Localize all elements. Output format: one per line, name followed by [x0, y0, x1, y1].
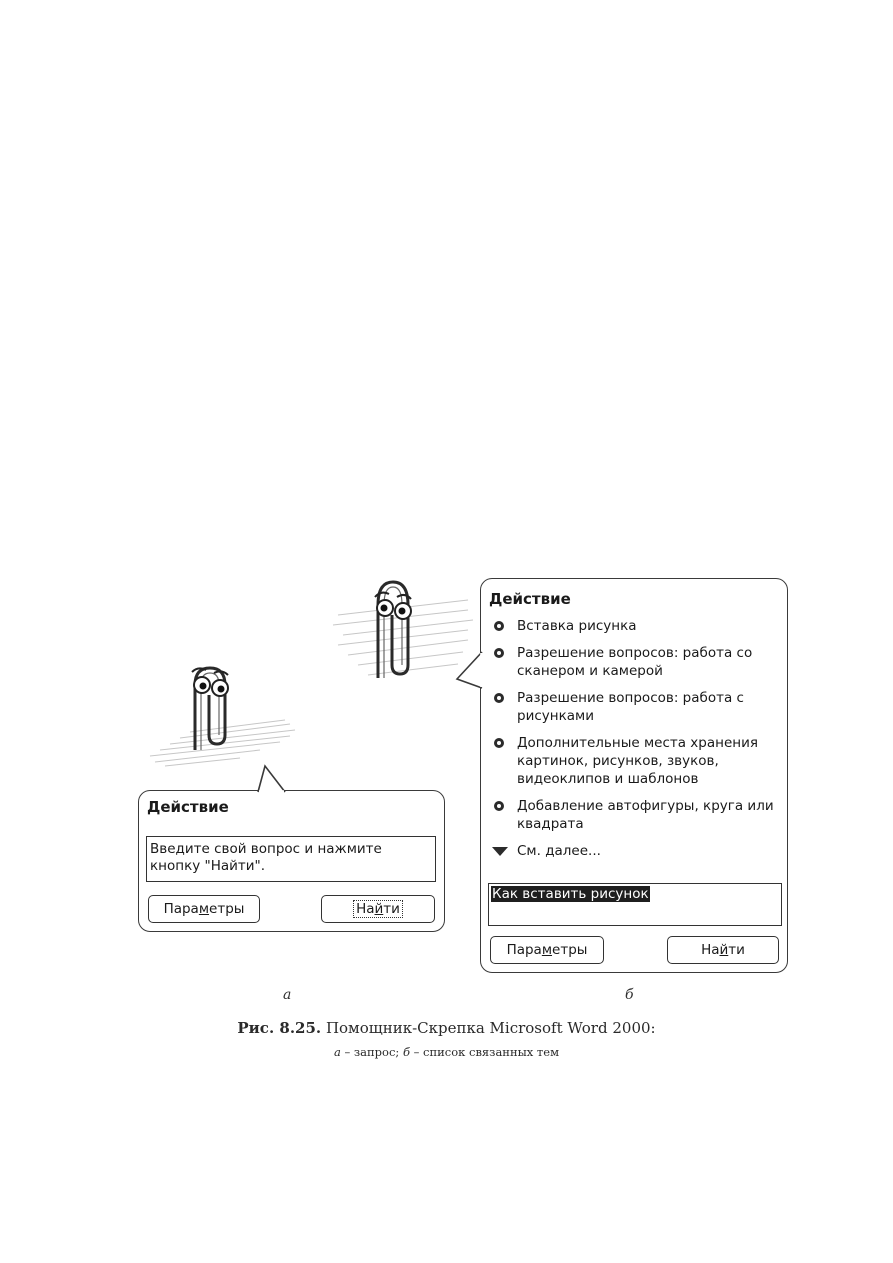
figure-number: Рис. 8.25. [237, 1019, 322, 1037]
figure-caption [0, 1019, 893, 1037]
topic-label: Добавление автофигуры, круга или квадрата [517, 798, 774, 832]
topic-label: Разрешение вопросов: работа со сканером и камерой [517, 645, 753, 679]
subcaption-b-text: – список связанных тем [409, 1045, 560, 1059]
search-button[interactable] [321, 895, 435, 923]
topic-link[interactable] [491, 797, 781, 833]
panel-a-label: а [283, 987, 292, 1003]
balloon-title: Действие [147, 798, 229, 816]
clippy-icon-b[interactable] [318, 570, 478, 700]
focus-ring [353, 900, 403, 918]
bullet-icon [494, 621, 504, 631]
topic-label: Разрешение вопросов: работа с рисунками [517, 690, 744, 724]
topic-link[interactable] [491, 689, 781, 725]
topic-link[interactable] [491, 644, 781, 680]
balloon-a-tail [255, 765, 291, 792]
search-label-mnemonic: й [719, 942, 729, 958]
options-button[interactable] [148, 895, 260, 923]
assistant-balloon-query [138, 790, 445, 932]
topic-label: Вставка рисунка [517, 618, 637, 634]
subcaption-a-label: а [333, 1045, 341, 1059]
bullet-icon [494, 738, 504, 748]
triangle-down-icon [492, 847, 508, 856]
options-label-after: етры [552, 942, 588, 958]
figure-subcaption [0, 1045, 893, 1059]
question-input[interactable] [488, 883, 782, 926]
search-label-before: На [701, 942, 720, 958]
search-button[interactable] [667, 936, 779, 964]
balloon-title: Действие [489, 590, 571, 608]
topic-link[interactable] [491, 734, 781, 788]
options-label-after: етры [209, 901, 245, 917]
assistant-balloon-topics [480, 578, 788, 973]
options-label-before: Пара [506, 942, 542, 958]
options-label-mnemonic: м [541, 942, 553, 958]
see-more-label: См. далее... [517, 843, 601, 859]
options-button[interactable] [490, 936, 604, 964]
panel-b-label: б [625, 987, 634, 1003]
subcaption-b-label: б [402, 1045, 410, 1059]
bullet-icon [494, 693, 504, 703]
search-label-before: На [356, 901, 375, 917]
topic-label: Дополнительные места хранения картинок, рисунков, звуков, видеоклипов и шаблонов [517, 735, 758, 787]
search-label-mnemonic: й [374, 901, 384, 917]
question-input[interactable]: Введите свой вопрос и нажмите кнопку "Найти". [146, 836, 436, 882]
search-label-after: ти [728, 942, 745, 958]
subcaption-a-text: – запрос; [340, 1045, 403, 1059]
search-label-after: ти [383, 901, 400, 917]
figure-title: Помощник-Скрепка Microsoft Word 2000: [325, 1019, 656, 1037]
bullet-icon [494, 801, 504, 811]
bullet-icon [494, 648, 504, 658]
options-label-mnemonic: м [198, 901, 210, 917]
clippy-icon-a[interactable] [140, 640, 300, 770]
balloon-b-tail [456, 650, 482, 690]
options-label-before: Пара [163, 901, 199, 917]
topic-link[interactable] [491, 617, 781, 635]
selected-question-text: Как вставить рисунок [492, 886, 649, 902]
topic-list [491, 617, 781, 860]
see-more-link[interactable] [491, 842, 781, 860]
